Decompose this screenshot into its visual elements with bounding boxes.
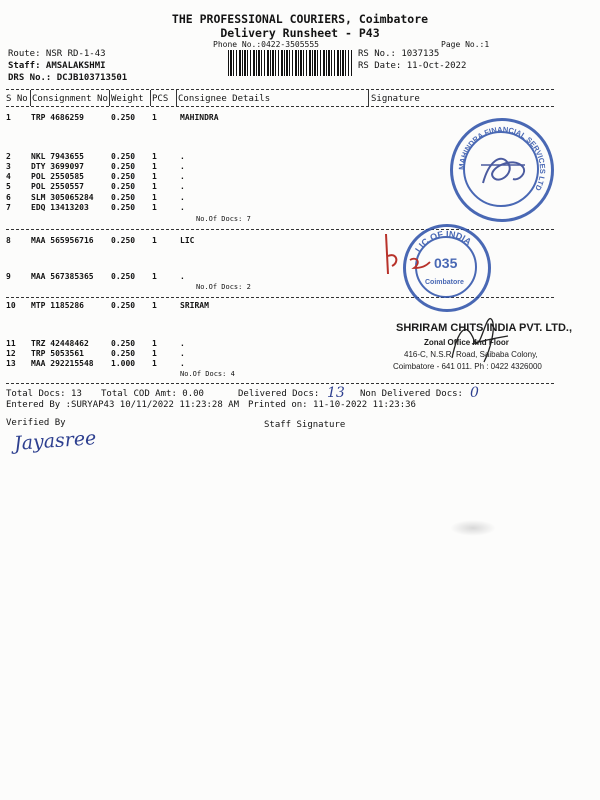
col-pcs: PCS: [152, 94, 169, 104]
total-cod-amount: Total COD Amt: 0.00: [101, 389, 204, 399]
barcode: [228, 50, 352, 76]
phone-number: Phone No.:0422-3505555: [213, 40, 319, 49]
red-pen-mark-icon: [376, 226, 436, 286]
non-delivered-docs-label: Non Delivered Docs:: [360, 389, 463, 399]
drs-number: DRS No.: DCJB103713501: [8, 73, 128, 83]
printed-on: Printed on: 11-10-2022 11:23:36: [248, 400, 416, 410]
docs-count-group-2: No.Of Docs: 2: [196, 283, 251, 291]
col-consignee: Consignee Details: [178, 94, 271, 104]
col-weight: Weight: [111, 94, 144, 104]
col-sno: S No: [6, 94, 28, 104]
rs-number: RS No.: 1037135: [358, 49, 440, 59]
delivered-docs-label: Delivered Docs:: [238, 389, 320, 399]
signature-scribble-icon: [453, 121, 551, 219]
lic-stamp-code: 035: [434, 255, 458, 271]
staff-signature-label: Staff Signature: [264, 420, 346, 430]
shriram-stamp-line1: SHRIRAM CHITS INDIA PVT. LTD.,: [396, 322, 572, 334]
docs-count-group-1: No.Of Docs: 7: [196, 215, 251, 223]
staff-name: Staff: AMSALAKSHMI: [8, 61, 106, 71]
shriram-signature-icon: [444, 300, 514, 370]
entered-by: Entered By :SURYAP43 10/11/2022 11:23:28 AM: [6, 400, 239, 410]
shriram-stamp-line3: 416-C, N.S.R. Road, Saibaba Colony,: [404, 350, 538, 359]
svg-text:LIC OF INDIA: LIC OF INDIA: [413, 228, 474, 255]
non-delivered-docs-handwritten: 0: [470, 385, 479, 401]
col-signature: Signature: [371, 94, 420, 104]
company-title: THE PROFESSIONAL COURIERS, Coimbatore: [171, 12, 429, 26]
route: Route: NSR RD-1-43: [8, 49, 106, 59]
mahindra-stamp: [450, 118, 554, 222]
col-consignment: Consignment No: [32, 94, 108, 104]
shriram-stamp-line4: Coimbatore - 641 011. Ph : 0422 4326000: [393, 362, 542, 371]
verified-by-label: Verified By: [6, 418, 66, 428]
verifier-signature: Jayasree: [13, 427, 97, 455]
header-row-border: [6, 106, 554, 107]
shriram-stamp-line2: Zonal Office IInd Floor: [424, 338, 509, 347]
svg-text:MAHINDRA FINANCIAL SERVICES LT: MAHINDRA FINANCIAL SERVICES LTD: [456, 124, 548, 193]
page-number: Page No.:1: [441, 40, 490, 49]
table-bottom-border: [6, 383, 554, 384]
paper-smudge: [450, 520, 496, 536]
runsheet-title: Delivery Runsheet - P43: [220, 26, 380, 40]
delivered-docs-handwritten: 13: [327, 385, 345, 401]
total-docs: Total Docs: 13: [6, 389, 82, 399]
rs-date: RS Date: 11-Oct-2022: [358, 61, 467, 71]
lic-stamp-city: Coimbatore: [425, 279, 464, 286]
docs-count-group-3: No.Of Docs: 4: [180, 370, 235, 378]
table-top-border: [6, 89, 554, 90]
